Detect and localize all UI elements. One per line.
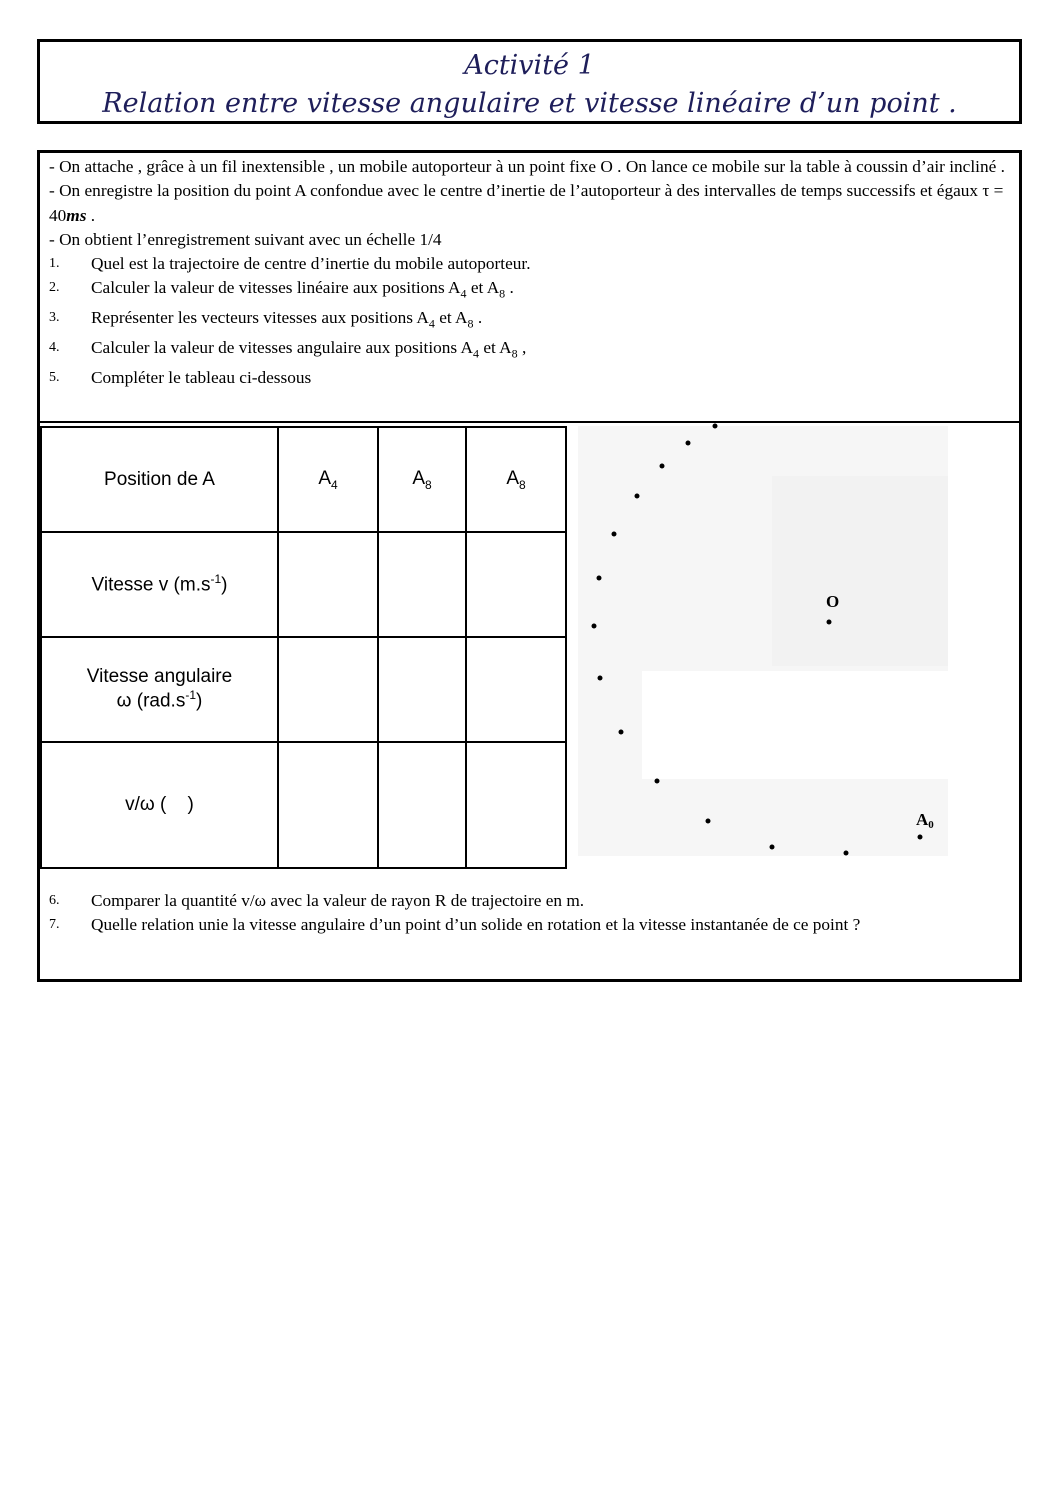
question-number: 4.: [49, 339, 60, 355]
table-header-a8-second: $A_8$: [466, 427, 566, 532]
table-header-a8: $A_8$: [378, 427, 466, 532]
dot: [686, 441, 691, 446]
table-header-label: Position de A: [41, 427, 278, 532]
question-7: [49, 913, 1009, 937]
start-label: A0: [916, 810, 934, 831]
activity-subtitle: Relation entre vitesse angulaire et vitesse linéaire d’un point .: [102, 88, 957, 119]
table-row: [41, 742, 566, 868]
table-cell[interactable]: [278, 532, 378, 637]
dot: [619, 730, 624, 735]
activity-title: Activité 1: [464, 50, 595, 81]
results-table: [40, 426, 567, 869]
dot: [844, 851, 849, 856]
table-header-a4: $A_4$: [278, 427, 378, 532]
intro-paragraph-2: - On enregistre la position du point A confondue avec le centre d’inertie de l’autoporteur à des intervalles de temps successifs et égaux τ = 40ms .: [49, 181, 1004, 225]
table-row: [41, 637, 566, 742]
question-text: Quelle relation unie la vitesse angulaire d’un point d’un solide en rotation et la vitesse instantanée de ce point ?: [91, 915, 861, 935]
table-header-row: [41, 427, 566, 532]
question-number: 1.: [49, 256, 60, 272]
dot: [612, 532, 617, 537]
table-cell[interactable]: [378, 742, 466, 868]
center-dot: [827, 620, 832, 625]
intro-paragraph-3: - On obtient l’enregistrement suivant avec un échelle 1/4: [49, 229, 442, 249]
results-table-wrapper: [40, 426, 567, 869]
dot: [597, 576, 602, 581]
trajectory-recording: [572, 416, 954, 861]
row-label-speed: Vitesse v $(m.s^{-1})$: [41, 532, 278, 637]
question-number: 2.: [49, 280, 60, 296]
dot: [655, 779, 660, 784]
table-cell[interactable]: [466, 637, 566, 742]
table-cell[interactable]: [466, 742, 566, 868]
trajectory-svg: [572, 416, 954, 861]
dot: [770, 845, 775, 850]
question-text: Quel est la trajectoire de centre d’inertie du mobile autoporteur.: [91, 254, 531, 274]
scan-gap: [642, 671, 948, 779]
question-4: 4. Calculer la valeur de vitesses angulaire aux positions $A_4$ et $A_8$ ,: [49, 337, 527, 361]
dot: [592, 624, 597, 629]
question-5: [49, 366, 1009, 390]
row-label-ratio: v/ω ( ): [41, 742, 278, 868]
scan-shade: [772, 476, 948, 666]
question-text: Compléter le tableau ci-dessous: [91, 367, 312, 387]
table-cell[interactable]: [278, 742, 378, 868]
table-cell[interactable]: [278, 637, 378, 742]
dot: [660, 464, 665, 469]
intro-paragraph-1: - On attache , grâce à un fil inextensible , un mobile autoporteur à un point fixe O . On lance ce mobile sur la table à coussin d’air incliné .: [49, 157, 1005, 176]
dot: [635, 494, 640, 499]
question-3: 3. Représenter les vecteurs vitesses aux positions $A_4$ et $A_8$ .: [49, 308, 483, 331]
row-label-angular-speed: Vitesse angulaire ω $(rad.s^{-1})$: [41, 637, 278, 742]
dot: [706, 819, 711, 824]
question-1: [49, 252, 1009, 276]
question-number: 5.: [49, 369, 60, 385]
question-number: 3.: [49, 310, 60, 326]
question-number: 7.: [49, 917, 60, 933]
table-cell[interactable]: [378, 637, 466, 742]
question-text: Comparer la quantité v/ω avec la valeur de rayon R de trajectoire en m.: [91, 891, 585, 910]
question-number: 6.: [49, 893, 60, 908]
intro-section: [49, 155, 1009, 390]
question-2: 2. Calculer la valeur de vitesses linéaire aux positions $A_4$ et $A_8$ .: [49, 278, 514, 301]
table-cell[interactable]: [378, 532, 466, 637]
dot: [918, 835, 923, 840]
dot: [713, 424, 718, 429]
table-cell[interactable]: [466, 532, 566, 637]
title-box: [37, 39, 1022, 124]
table-row: [41, 532, 566, 637]
final-questions: [49, 889, 1009, 938]
dot: [598, 676, 603, 681]
question-6: [49, 889, 1009, 913]
center-label: O: [826, 592, 840, 611]
